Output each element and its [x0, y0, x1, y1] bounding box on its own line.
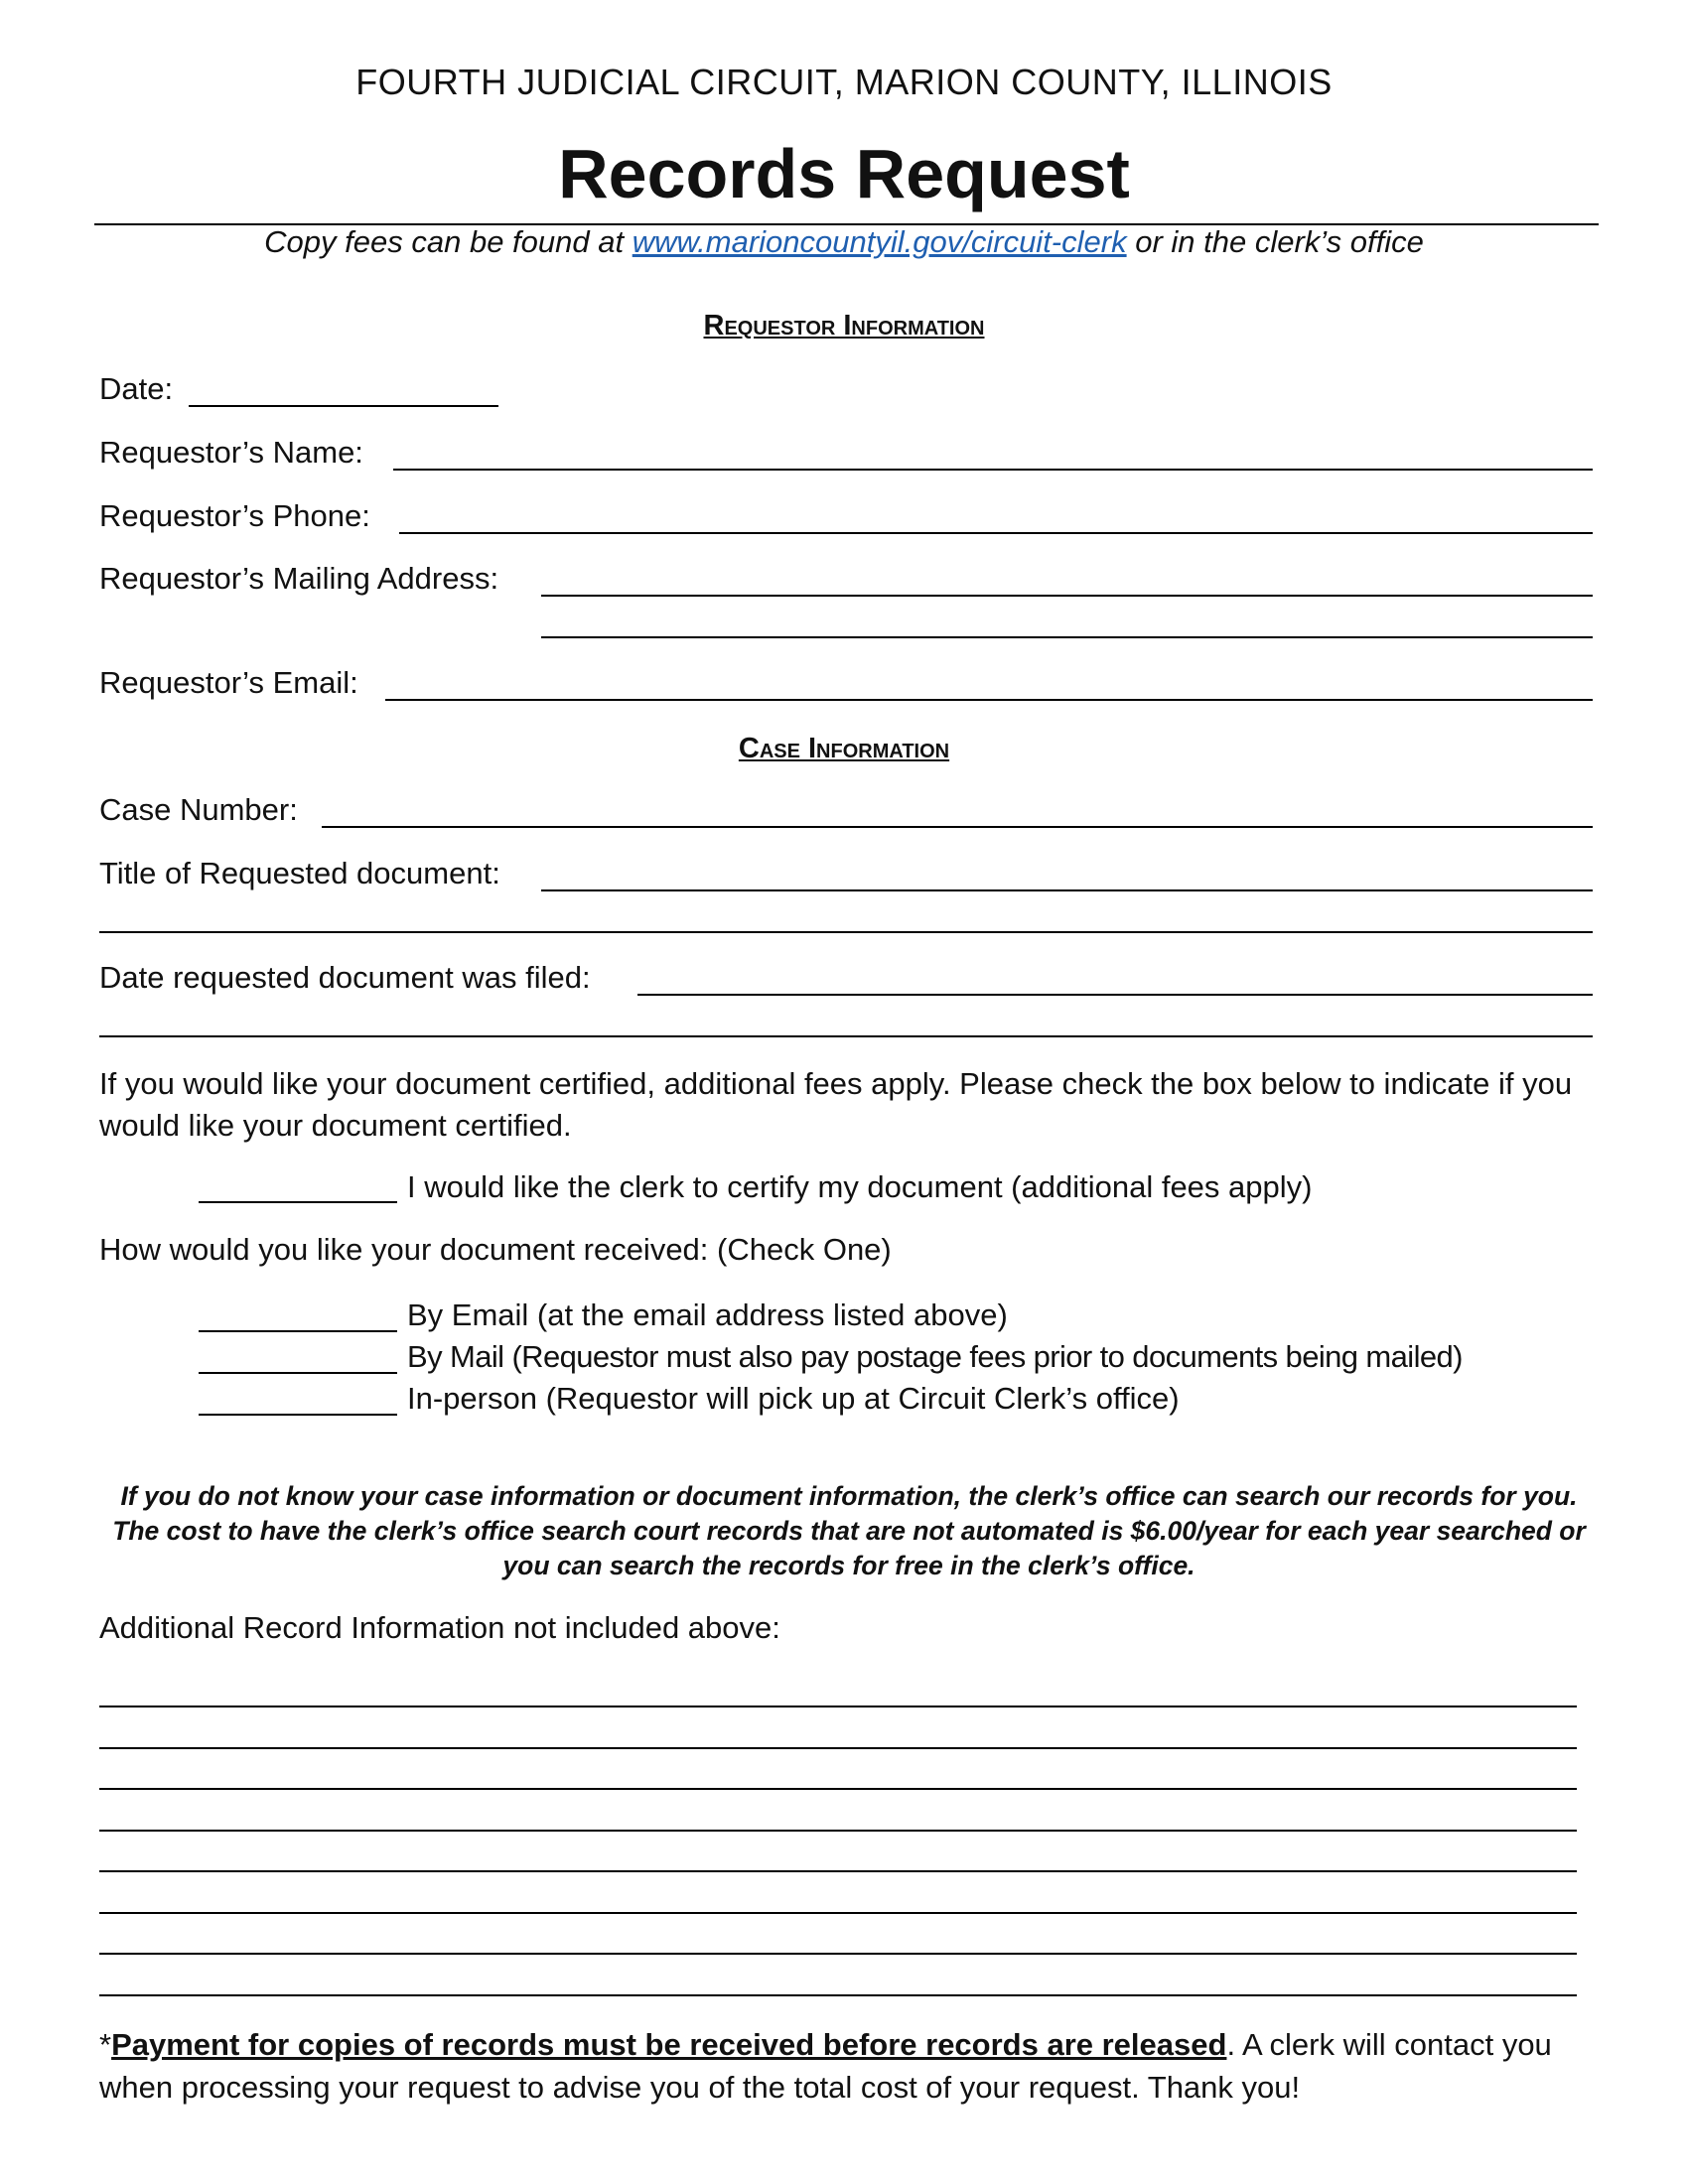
date-filed-field-line-1[interactable]: [637, 994, 1593, 996]
mailing-address-field-line-1[interactable]: [541, 595, 1593, 597]
case-number-field[interactable]: [322, 826, 1593, 828]
payment-requirement: Payment for copies of records must be received before records are released: [111, 2027, 1227, 2062]
records-search-note: If you do not know your case information or document information, the clerk’s office can search our records for you. The cost to have the clerk’s office search court records that are not automated is $6.00/year for each year searched or you can search the records for free in the clerk’s office.: [112, 1481, 1586, 1580]
additional-info-line[interactable]: [99, 1953, 1577, 1955]
fees-prefix: Copy fees can be found at: [264, 224, 633, 259]
date-filed-label: Date requested document was filed:: [99, 960, 591, 995]
circuit-clerk-link[interactable]: www.marioncountyil.gov/circuit-clerk: [632, 224, 1127, 259]
payment-footer: [99, 2023, 1618, 2109]
mailing-address-label: Requestor’s Mailing Address:: [99, 561, 499, 596]
case-information-heading: Case Information: [738, 733, 950, 764]
document-title-label: Title of Requested document:: [99, 856, 500, 890]
delivery-question: How would you like your document received: (Check One): [99, 1232, 892, 1267]
copy-fees-note: [0, 224, 1688, 260]
additional-info-line[interactable]: [99, 1870, 1577, 1872]
footer-asterisk: *: [99, 2027, 112, 2062]
footer-rest: . A clerk will contact you when processing your request to advise you of the total cost of your request. Thank you!: [99, 2027, 1552, 2105]
requestor-name-label: Requestor’s Name:: [99, 435, 363, 470]
requestor-phone-field[interactable]: [399, 532, 1593, 534]
additional-info-line[interactable]: [99, 1747, 1577, 1749]
additional-info-line[interactable]: [99, 1830, 1577, 1832]
certify-check-blank[interactable]: [199, 1201, 397, 1203]
delivery-email-blank[interactable]: [199, 1330, 397, 1332]
requestor-phone-label: Requestor’s Phone:: [99, 498, 370, 533]
additional-info-line[interactable]: [99, 1788, 1577, 1790]
page-title: Records Request: [558, 135, 1130, 212]
mailing-address-field-line-2[interactable]: [541, 636, 1593, 638]
requestor-information-heading: Requestor Information: [703, 310, 985, 341]
requestor-name-field[interactable]: [393, 469, 1593, 471]
document-title-field-line-1[interactable]: [541, 889, 1593, 891]
delivery-mail-label: By Mail (Requestor must also pay postage fees prior to documents being mailed): [407, 1339, 1463, 1374]
delivery-inperson-label: In-person (Requestor will pick up at Circuit Clerk’s office): [407, 1381, 1180, 1416]
delivery-mail-blank[interactable]: [199, 1372, 397, 1374]
additional-info-line[interactable]: [99, 1706, 1577, 1707]
certify-option-label: I would like the clerk to certify my document (additional fees apply): [407, 1169, 1313, 1204]
circuit-heading: FOURTH JUDICIAL CIRCUIT, MARION COUNTY, ILLINOIS: [355, 62, 1333, 102]
additional-info-line[interactable]: [99, 1912, 1577, 1914]
requestor-email-field[interactable]: [385, 699, 1593, 701]
requestor-email-label: Requestor’s Email:: [99, 665, 358, 700]
date-label: Date:: [99, 371, 174, 406]
document-title-field-line-2[interactable]: [99, 931, 1593, 933]
date-filed-field-line-2[interactable]: [99, 1035, 1593, 1037]
certify-instructions: If you would like your document certified, additional fees apply. Please check the box below to indicate if you would like your document certified.: [99, 1066, 1573, 1143]
delivery-inperson-blank[interactable]: [199, 1414, 397, 1416]
additional-info-label: Additional Record Information not included above:: [99, 1610, 780, 1645]
delivery-email-label: By Email (at the email address listed above): [407, 1297, 1008, 1332]
date-field[interactable]: [189, 405, 498, 407]
case-number-label: Case Number:: [99, 792, 298, 827]
additional-info-line[interactable]: [99, 1994, 1577, 1996]
fees-suffix: or in the clerk’s office: [1126, 224, 1424, 259]
